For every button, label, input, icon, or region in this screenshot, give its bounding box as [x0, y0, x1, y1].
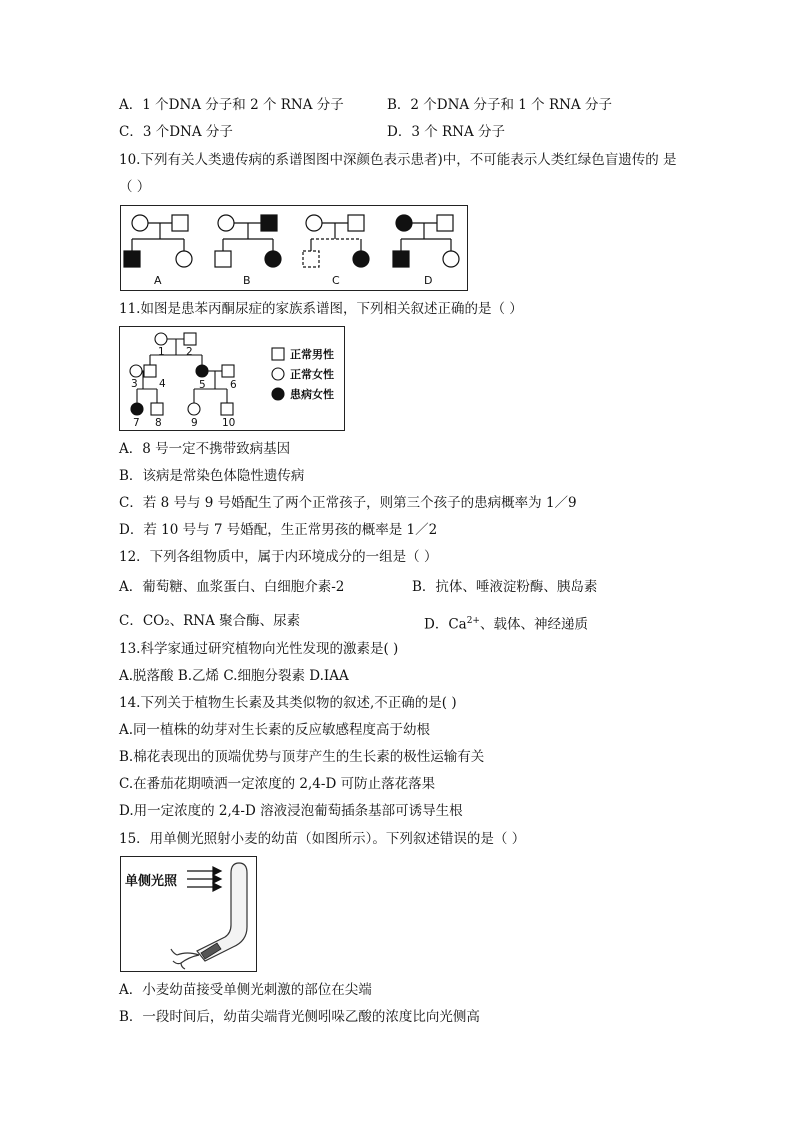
coleoptile-shape — [197, 863, 247, 961]
legend-affected-female: 患病女性 — [290, 388, 334, 401]
q13-stem: 13.科学家通过研究植物向光性发现的激素是( ) — [119, 641, 399, 657]
q9-option-a: A．1 个DNA 分子和 2 个 RNA 分子 — [119, 97, 344, 113]
person-number-10: 10 — [222, 417, 236, 429]
light-arrows — [187, 867, 221, 891]
q11-stem: 11.如图是患苯丙酮尿症的家族系谱图，下列相关叙述正确的是（ ） — [119, 301, 523, 317]
q11-pedigree-figure — [119, 326, 345, 431]
q12-option-b: B．抗体、唾液淀粉酶、胰岛素 — [412, 579, 598, 595]
q14-option-b: B.棉花表现出的顶端优势与顶芽产生的生长素的极性运输有关 — [119, 749, 485, 765]
q12-option-d-rest: 、载体、神经递质 — [479, 616, 588, 633]
q14-option-c: C.在番茄花期喷洒一定浓度的 2,4-D 可防止落花落果 — [119, 776, 436, 792]
pedigree-label-b: B — [243, 274, 251, 287]
q13-options: A.脱落酸 B.乙烯 C.细胞分裂素 D.IAA — [119, 668, 349, 684]
person-number-7: 7 — [133, 417, 140, 429]
unilateral-light-label: 单侧光照 — [125, 874, 178, 889]
legend-normal-male: 正常男性 — [290, 348, 334, 361]
q12-option-d — [424, 612, 588, 634]
pedigree-label-a: A — [154, 274, 162, 287]
q14-option-d: D.用一定浓度的 2,4-D 溶液浸泡葡萄插条基部可诱导生根 — [119, 803, 463, 819]
q14-stem: 14.下列关于植物生长素及其类似物的叙述,不正确的是( ) — [119, 695, 457, 711]
q10-pedigree-svg — [121, 206, 466, 289]
q12-option-c: C．CO₂、RNA 聚合酶、尿素 — [119, 613, 301, 629]
person-number-6: 6 — [230, 379, 237, 391]
q11-option-a: A．8 号一定不携带致病基因 — [119, 441, 291, 457]
q12-stem: 12．下列各组物质中，属于内环境成分的一组是（ ） — [119, 549, 438, 565]
q14-option-a: A.同一植株的幼芽对生长素的反应敏感程度高于幼根 — [119, 722, 431, 738]
roots — [171, 949, 199, 969]
q15-seedling-svg — [121, 857, 255, 970]
q9-option-b: B．2 个DNA 分子和 1 个 RNA 分子 — [387, 97, 612, 113]
q10-stem: 10.下列有关人类遗传病的系谱图图中深颜色表示患者)中，不可能表示人类红绿色盲遗传的 是 — [119, 152, 677, 168]
q10-pedigree-figure — [120, 205, 468, 291]
q10-answer-paren: （ ） — [119, 179, 151, 195]
person-number-5: 5 — [199, 379, 206, 391]
q15-seedling-figure — [120, 856, 257, 972]
person-number-3: 3 — [131, 378, 138, 390]
pedigree-label-c: C — [332, 274, 340, 287]
legend-normal-female: 正常女性 — [290, 368, 334, 381]
person-number-9: 9 — [191, 417, 198, 429]
q9-option-d: D．3 个 RNA 分子 — [387, 124, 506, 140]
q9-option-c: C．3 个DNA 分子 — [119, 124, 233, 140]
q11-option-b: B．该病是常染色体隐性遗传病 — [119, 468, 305, 484]
q12-option-d-charge: 2+ — [466, 616, 480, 626]
q12-option-d-prefix: D．Ca — [424, 616, 467, 633]
person-number-2: 2 — [186, 346, 193, 358]
q15-option-a: A．小麦幼苗接受单侧光刺激的部位在尖端 — [119, 982, 372, 998]
person-number-8: 8 — [155, 417, 162, 429]
person-number-1: 1 — [158, 346, 165, 358]
q15-option-b: B．一段时间后，幼苗尖端背光侧吲哚乙酸的浓度比向光侧高 — [119, 1009, 480, 1025]
q15-stem: 15．用单侧光照射小麦的幼苗（如图所示）。下列叙述错误的是（ ） — [119, 831, 526, 847]
q12-option-a: A．葡萄糖、血浆蛋白、白细胞介素-2 — [119, 579, 345, 595]
q11-pedigree-svg — [120, 327, 343, 429]
q11-option-d: D．若 10 号与 7 号婚配，生正常男孩的概率是 1／2 — [119, 522, 438, 538]
pedigree-label-d: D — [424, 274, 433, 287]
person-number-4: 4 — [159, 378, 166, 390]
q11-option-c: C．若 8 号与 9 号婚配生了两个正常孩子，则第三个孩子的患病概率为 1／9 — [119, 495, 577, 511]
